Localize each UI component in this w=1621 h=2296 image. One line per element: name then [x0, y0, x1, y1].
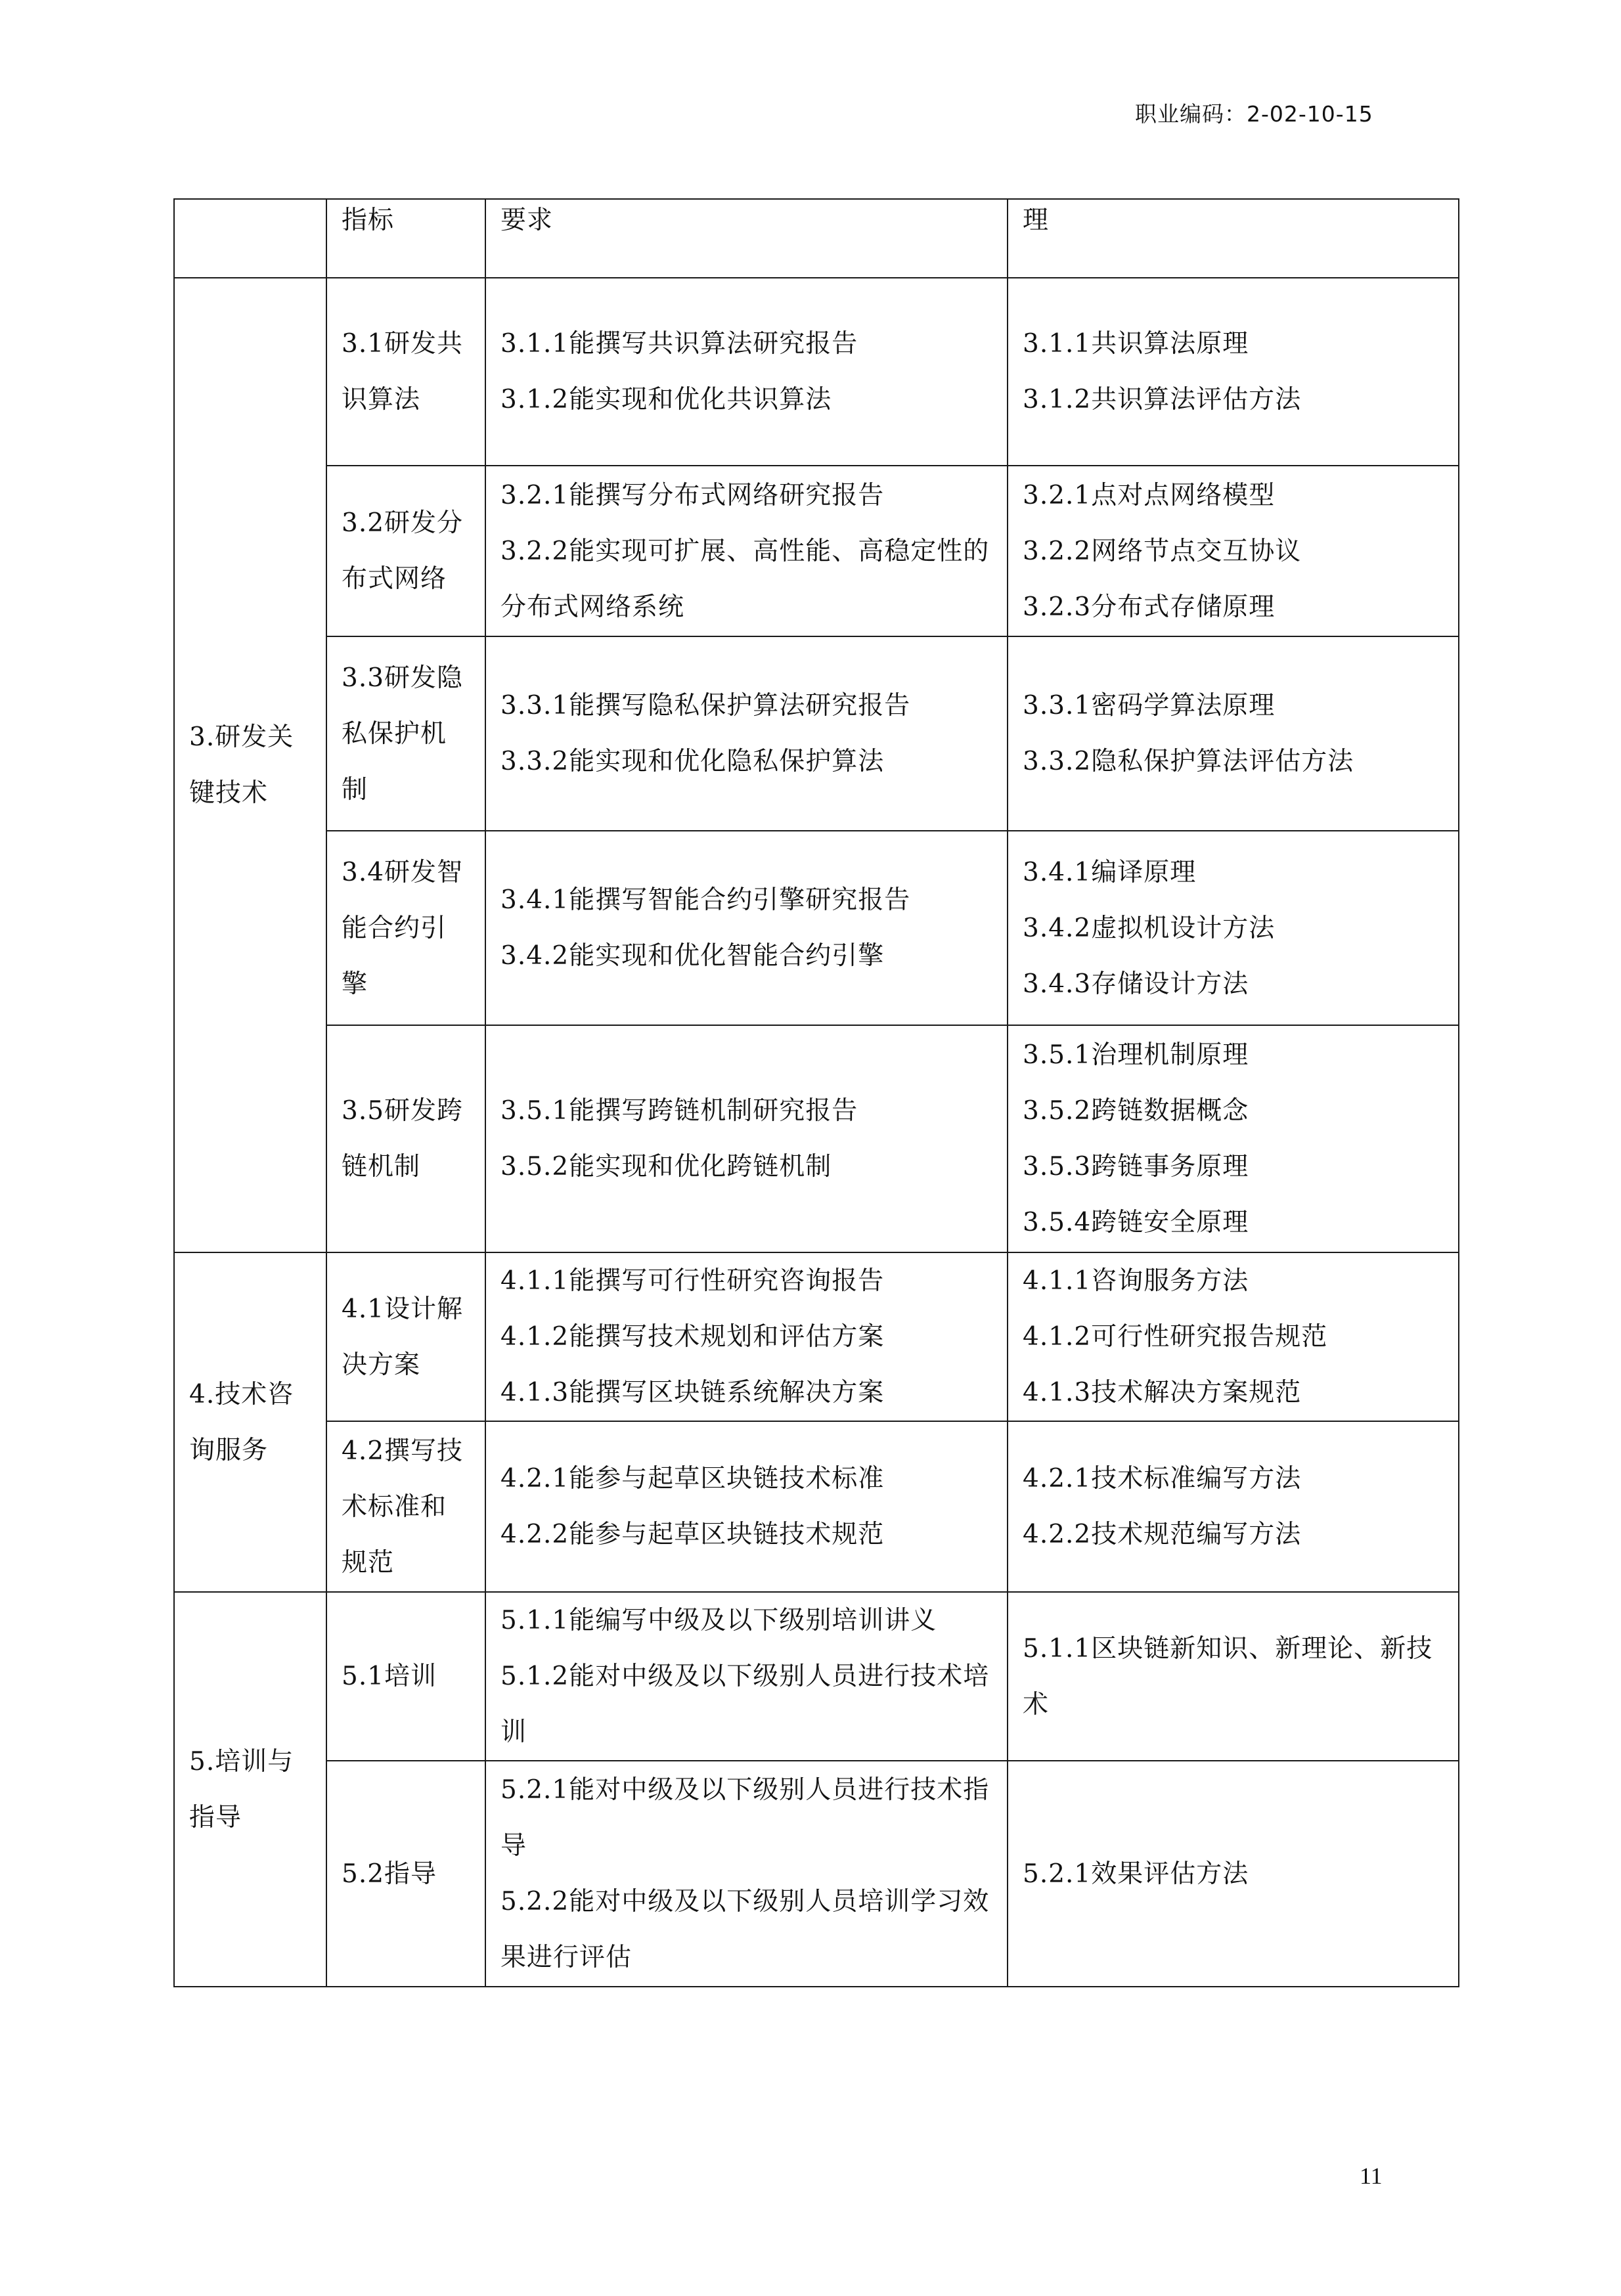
knowledge-cell: 3.5.1治理机制原理 3.5.2跨链数据概念 3.5.3跨链事务原理 3.5.4跨链安全原理 [1008, 1025, 1459, 1252]
header-cell-indicator: 指标 [326, 199, 485, 278]
knowledge-cell: 3.3.1密码学算法原理 3.3.2隐私保护算法评估方法 [1008, 636, 1459, 831]
requirements-cell: 3.2.1能撰写分布式网络研究报告 3.2.2能实现可扩展、高性能、高稳定性的分布式网络系统 [485, 466, 1008, 636]
table-row [174, 831, 1459, 1025]
table-row [174, 1761, 1459, 1987]
occupation-code-header: 职业编码：2-02-10-15 [1135, 101, 1373, 127]
standards-table [173, 198, 1459, 1987]
requirements-cell: 4.1.1能撰写可行性研究咨询报告 4.1.2能撰写技术规划和评估方案 4.1.3能撰写区块链系统解决方案 [485, 1252, 1008, 1421]
table-row [174, 1252, 1459, 1421]
header-cell-function [174, 199, 326, 278]
function-cell: 3.研发关键技术 [174, 278, 326, 1252]
requirements-cell: 3.4.1能撰写智能合约引擎研究报告 3.4.2能实现和优化智能合约引擎 [485, 831, 1008, 1025]
table-row [174, 1025, 1459, 1252]
knowledge-cell: 3.1.1共识算法原理 3.1.2共识算法评估方法 [1008, 278, 1459, 466]
header-cell-requirements: 要求 [485, 199, 1008, 278]
header-cell-knowledge: 理 [1008, 199, 1459, 278]
indicator-cell: 4.1设计解决方案 [326, 1252, 485, 1421]
function-cell: 5.培训与指导 [174, 1592, 326, 1987]
indicator-cell: 3.5研发跨链机制 [326, 1025, 485, 1252]
indicator-cell: 3.3研发隐私保护机制 [326, 636, 485, 831]
table-row [174, 1592, 1459, 1761]
indicator-cell: 3.4研发智能合约引擎 [326, 831, 485, 1025]
table-row [174, 1421, 1459, 1592]
knowledge-cell: 4.2.1技术标准编写方法 4.2.2技术规范编写方法 [1008, 1421, 1459, 1592]
table-row [174, 466, 1459, 636]
page-number: 11 [1360, 2163, 1383, 2189]
requirements-cell: 3.3.1能撰写隐私保护算法研究报告 3.3.2能实现和优化隐私保护算法 [485, 636, 1008, 831]
indicator-cell: 3.1研发共识算法 [326, 278, 485, 466]
requirements-cell: 3.5.1能撰写跨链机制研究报告 3.5.2能实现和优化跨链机制 [485, 1025, 1008, 1252]
table-row [174, 636, 1459, 831]
indicator-cell: 4.2撰写技术标准和规范 [326, 1421, 485, 1592]
indicator-cell: 3.2研发分布式网络 [326, 466, 485, 636]
knowledge-cell: 5.1.1区块链新知识、新理论、新技术 [1008, 1592, 1459, 1761]
knowledge-cell: 3.2.1点对点网络模型 3.2.2网络节点交互协议 3.2.3分布式存储原理 [1008, 466, 1459, 636]
requirements-cell: 3.1.1能撰写共识算法研究报告 3.1.2能实现和优化共识算法 [485, 278, 1008, 466]
knowledge-cell: 5.2.1效果评估方法 [1008, 1761, 1459, 1987]
table-row [174, 278, 1459, 466]
requirements-cell: 5.2.1能对中级及以下级别人员进行技术指导 5.2.2能对中级及以下级别人员培训学习效果进行评估 [485, 1761, 1008, 1987]
function-cell: 4.技术咨询服务 [174, 1252, 326, 1592]
knowledge-cell: 4.1.1咨询服务方法 4.1.2可行性研究报告规范 4.1.3技术解决方案规范 [1008, 1252, 1459, 1421]
table-header-row [174, 199, 1459, 278]
knowledge-cell: 3.4.1编译原理 3.4.2虚拟机设计方法 3.4.3存储设计方法 [1008, 831, 1459, 1025]
requirements-cell: 4.2.1能参与起草区块链技术标准 4.2.2能参与起草区块链技术规范 [485, 1421, 1008, 1592]
indicator-cell: 5.1培训 [326, 1592, 485, 1761]
requirements-cell: 5.1.1能编写中级及以下级别培训讲义 5.1.2能对中级及以下级别人员进行技术培训 [485, 1592, 1008, 1761]
indicator-cell: 5.2指导 [326, 1761, 485, 1987]
